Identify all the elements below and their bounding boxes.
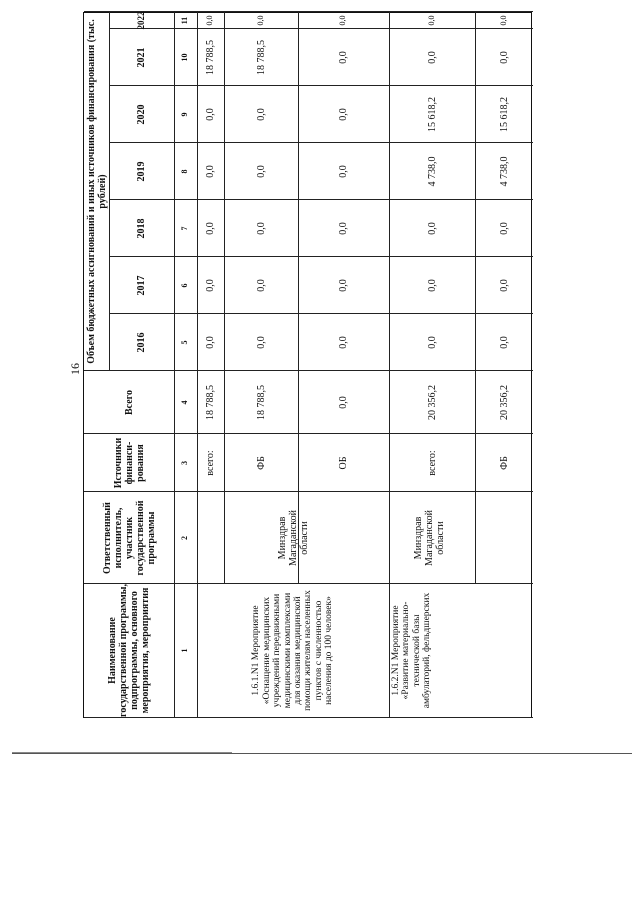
row2-source-fb: ФБ <box>498 456 510 470</box>
row1-executor: Минздрав Магаданской области <box>276 510 310 566</box>
header-group: Объем бюджетных ассигнований и иных источников финансирования (тыс. рублей) <box>85 19 108 364</box>
row1-ob-2019: 0,0 <box>338 165 349 178</box>
row2-fb-2020: 15 618,2 <box>498 97 510 132</box>
row2-all-2019: 4 738,0 <box>426 156 438 187</box>
row1-source-total: всего: <box>205 450 216 476</box>
colnum-1: 1 <box>180 648 190 653</box>
row1-ob-2016: 0,0 <box>338 336 349 349</box>
row1-total-ob: 0,0 <box>338 396 349 409</box>
row2-executor: Минздрав Магаданской области <box>413 510 446 566</box>
row2-fb-2019: 4 738,0 <box>498 156 510 187</box>
header-year-2022: 2022 <box>135 11 146 30</box>
row1-ob-2022: 0,0 <box>338 15 348 26</box>
row2-fb-2021: 0,0 <box>498 51 510 64</box>
colnum-7: 7 <box>180 226 190 231</box>
row1-fb-2017: 0,0 <box>255 279 267 292</box>
row2-all-2017: 0,0 <box>426 279 438 292</box>
row2-fb-2018: 0,0 <box>498 222 510 235</box>
row1-name: 1.6.1.N1 Мероприятие «Оснащение медицинских учреждений передвижными медицинскими комплексами для оказания медицинской помощи жителям населенных пунктов с численностью населения до 100 человек» <box>251 590 335 711</box>
row2-all-2022: 0,0 <box>426 15 436 26</box>
row2-fb-2017: 0,0 <box>498 279 510 292</box>
budget-table <box>83 12 532 718</box>
colnum-6: 6 <box>180 283 190 288</box>
row1-all-2017: 0,0 <box>205 279 216 292</box>
row1-ob-2021: 0,0 <box>338 51 349 64</box>
row1-ob-2020: 0,0 <box>338 108 349 121</box>
rotated-page <box>68 12 532 718</box>
row1-fb-2019: 0,0 <box>255 165 267 178</box>
row2-fb-2016: 0,0 <box>498 336 510 349</box>
header-year-2016: 2016 <box>136 332 147 353</box>
row1-fb-2020: 0,0 <box>255 108 267 121</box>
row2-source-total: всего: <box>426 450 438 476</box>
row1-fb-2022: 0,0 <box>255 15 265 26</box>
colnum-11: 11 <box>180 16 190 25</box>
row1-all-2020: 0,0 <box>205 108 216 121</box>
colnum-10: 10 <box>180 53 190 62</box>
row1-source-fb: ФБ <box>255 456 267 470</box>
row2-fb-2022: 0,0 <box>498 15 508 26</box>
colnum-3: 3 <box>180 461 190 465</box>
row2-total-all: 20 356,2 <box>426 385 438 420</box>
page-number: 16 <box>68 363 82 375</box>
row2-all-2020: 15 618,2 <box>426 97 438 132</box>
row2-total-fb: 20 356,2 <box>498 385 510 420</box>
row1-all-2022: 0,0 <box>205 15 215 26</box>
row2-name: 1.6.2.N1 Мероприятие «Развитие материально-технической базы амбулаторий, фельдшерских <box>391 592 433 709</box>
header-year-2018: 2018 <box>136 218 147 239</box>
row1-all-2018: 0,0 <box>205 222 216 235</box>
row1-ob-2018: 0,0 <box>338 222 349 235</box>
row1-all-2019: 0,0 <box>205 165 216 178</box>
row1-total-all: 18 788,5 <box>205 385 216 420</box>
colnum-2: 2 <box>180 536 190 540</box>
row1-total-fb: 18 788,5 <box>255 385 267 420</box>
row2-all-2018: 0,0 <box>426 222 438 235</box>
header-executor: Ответственный исполнитель, участник государственной программы <box>101 500 157 576</box>
header-year-2019: 2019 <box>136 161 147 182</box>
header-source: Источники финанси-рования <box>112 437 146 489</box>
row1-source-ob: ОБ <box>338 456 349 470</box>
row2-all-2016: 0,0 <box>426 336 438 349</box>
row1-all-2021: 18 788,5 <box>205 40 216 75</box>
row1-fb-2016: 0,0 <box>255 336 267 349</box>
scan-rule <box>12 753 632 754</box>
colnum-5: 5 <box>180 340 190 345</box>
colnum-9: 9 <box>180 112 190 117</box>
row2-all-2021: 0,0 <box>426 51 438 64</box>
header-year-2017: 2017 <box>136 275 147 296</box>
header-total: Всего <box>123 390 135 415</box>
row1-ob-2017: 0,0 <box>338 279 349 292</box>
header-year-2021: 2021 <box>136 47 147 68</box>
header-year-2020: 2020 <box>136 104 147 125</box>
colnum-4: 4 <box>180 400 190 405</box>
row1-all-2016: 0,0 <box>205 336 216 349</box>
colnum-8: 8 <box>180 169 190 174</box>
row1-fb-2018: 0,0 <box>255 222 267 235</box>
header-name: Наименование государственной программы, подпрограммы, основного мероприятия, мероприятия <box>107 584 151 717</box>
row1-fb-2021: 18 788,5 <box>255 40 267 75</box>
